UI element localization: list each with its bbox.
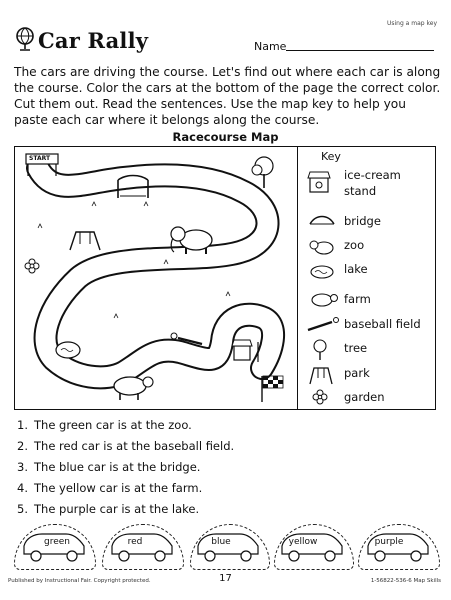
ice-cream-stand-icon <box>308 172 330 192</box>
key-label-lake: lake <box>344 262 368 276</box>
car-label-green: green <box>44 537 70 547</box>
start-sign-label: START <box>29 155 51 162</box>
car-label-purple: purple <box>374 537 404 547</box>
key-icons <box>302 168 342 408</box>
key-label-farm: farm <box>344 292 371 306</box>
key-label-bridge: bridge <box>344 214 381 228</box>
key-label-ice-cream: ice-cream <box>344 168 401 182</box>
baseball-field-icon <box>308 318 339 331</box>
key-label-stand: stand <box>344 184 377 198</box>
farm-icon <box>312 294 338 306</box>
sentence-3: 3. The blue car is at the bridge. <box>17 460 201 474</box>
key-label-park: park <box>344 366 370 380</box>
key-label-tree: tree <box>344 341 368 355</box>
key-title: Key <box>321 150 341 163</box>
page-title: Car Rally <box>38 28 149 53</box>
tree-icon <box>314 340 326 360</box>
map-title: Racecourse Map <box>172 130 279 144</box>
car-label-yellow: yellow <box>288 537 318 547</box>
key-label-garden: garden <box>344 390 385 404</box>
zoo-icon <box>310 241 333 254</box>
garden-icon <box>313 390 327 404</box>
name-line[interactable] <box>286 50 434 51</box>
sentence-1: 1. The green car is at the zoo. <box>17 418 192 432</box>
sentence-5: 5. The purple car is at the lake. <box>17 502 200 516</box>
car-label-red: red <box>127 537 143 547</box>
skill-note: Using a map key <box>386 20 437 27</box>
key-label-baseball-field: baseball field <box>344 317 421 331</box>
lake-icon <box>311 266 333 278</box>
footer-isbn: 1-56822-536-6 Map Skills <box>370 578 441 584</box>
name-label: Name <box>254 40 287 53</box>
sentence-2: 2. The red car is at the baseball field. <box>17 439 235 453</box>
instructions: The cars are driving the course. Let's find out where each car is along the course. Color the cars at the bottom of the page the correct color. Cut them out. Read the sentences. Use the map key to help you paste each car where it belongs along the course. <box>14 65 441 127</box>
globe-icon <box>14 26 36 52</box>
footer-publisher: Published by Instructional Fair. Copyright protected. <box>8 578 151 584</box>
car-label-blue: blue <box>211 537 231 547</box>
sentence-4: 4. The yellow car is at the farm. <box>17 481 203 495</box>
page-number: 17 <box>219 573 232 584</box>
park-icon <box>310 368 332 384</box>
bridge-icon <box>310 217 334 225</box>
racecourse-drawing <box>14 146 298 410</box>
key-label-zoo: zoo <box>344 238 365 252</box>
